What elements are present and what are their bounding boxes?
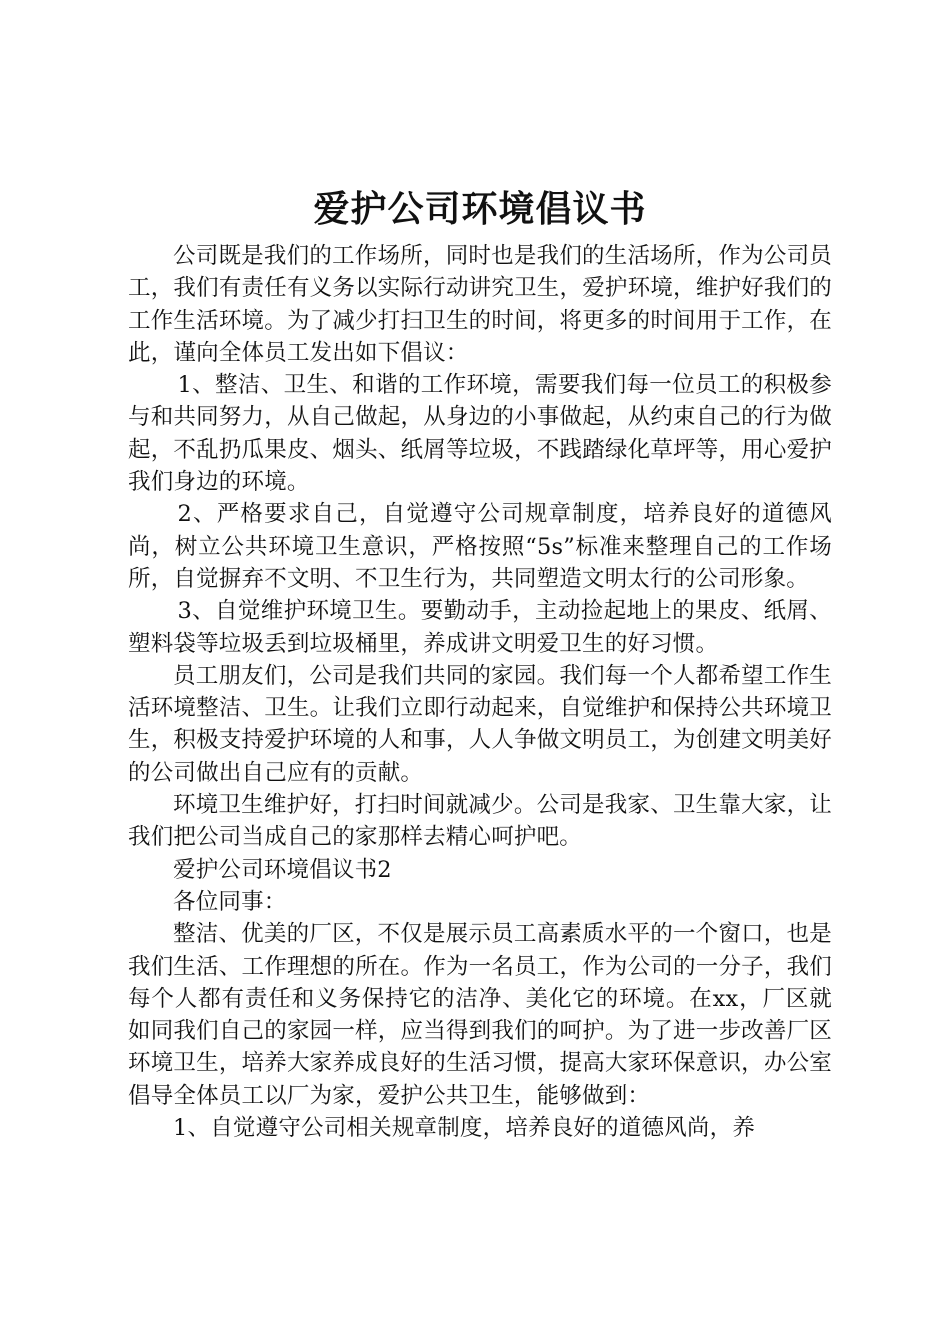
document-page <box>128 186 832 1144</box>
paragraph-item-2: 2、严格要求自己，自觉遵守公司规章制度，培养良好的道德风尚，树立公共环境卫生意识，严格按照“5s”标准来整理自己的工作场所，自觉摒弃不文明、不卫生行为，共同塑造文明太行的公司形象。 <box>128 501 832 592</box>
paragraph-item-1-b: 1、自觉遵守公司相关规章制度，培养良好的道德风尚，养 <box>173 1115 756 1142</box>
paragraph-item-1: 1、整洁、卫生、和谐的工作环境，需要我们每一位员工的积极参与和共同努力，从自己做起，从身边的小事做起，从约束自己的行为做起，不乱扔瓜果皮、烟头、纸屑等垃圾，不践踏绿化草坪等，用心爱护我们身边的环境。 <box>128 372 832 496</box>
document-title: 爱护公司环境倡议书 <box>313 188 647 230</box>
section-heading-2: 爱护公司环境倡议书2 <box>173 856 392 883</box>
paragraph-appeal: 员工朋友们，公司是我们共同的家园。我们每一个人都希望工作生活环境整洁、卫生。让我们立即行动起来，自觉维护和保持公共环境卫生，积极支持爱护环境的人和事，人人争做文明员工，为创建文明美好的公司做出自己应有的贡献。 <box>128 662 832 786</box>
paragraph-item-3: 3、自觉维护环境卫生。要勤动手，主动捡起地上的果皮、纸屑、塑料袋等垃圾丢到垃圾桶里，养成讲文明爱卫生的好习惯。 <box>128 598 832 657</box>
paragraph-intro-2: 整洁、优美的厂区，不仅是展示员工高素质水平的一个窗口，也是我们生活、工作理想的所在。作为一名员工，作为公司的一分子，我们每个人都有责任和义务保持它的洁净、美化它的环境。在xx，厂区就如同我们自己的家园一样，应当得到我们的呵护。为了进一步改善厂区环境卫生，培养大家养成良好的生活习惯，提高大家环保意识，办公室倡导全体员工以厂为家，爱护公共卫生，能够做到： <box>128 921 832 1109</box>
paragraph-slogan: 环境卫生维护好，打扫时间就减少。公司是我家、卫生靠大家，让我们把公司当成自己的家那样去精心呵护吧。 <box>128 792 832 851</box>
paragraph-intro: 公司既是我们的工作场所，同时也是我们的生活场所，作为公司员工，我们有责任有义务以实际行动讲究卫生，爱护环境，维护好我们的工作生活环境。为了减少打扫卫生的时间，将更多的时间用于工作，在此，谨向全体员工发出如下倡议： <box>128 243 832 366</box>
salutation: 各位同事： <box>173 888 287 915</box>
